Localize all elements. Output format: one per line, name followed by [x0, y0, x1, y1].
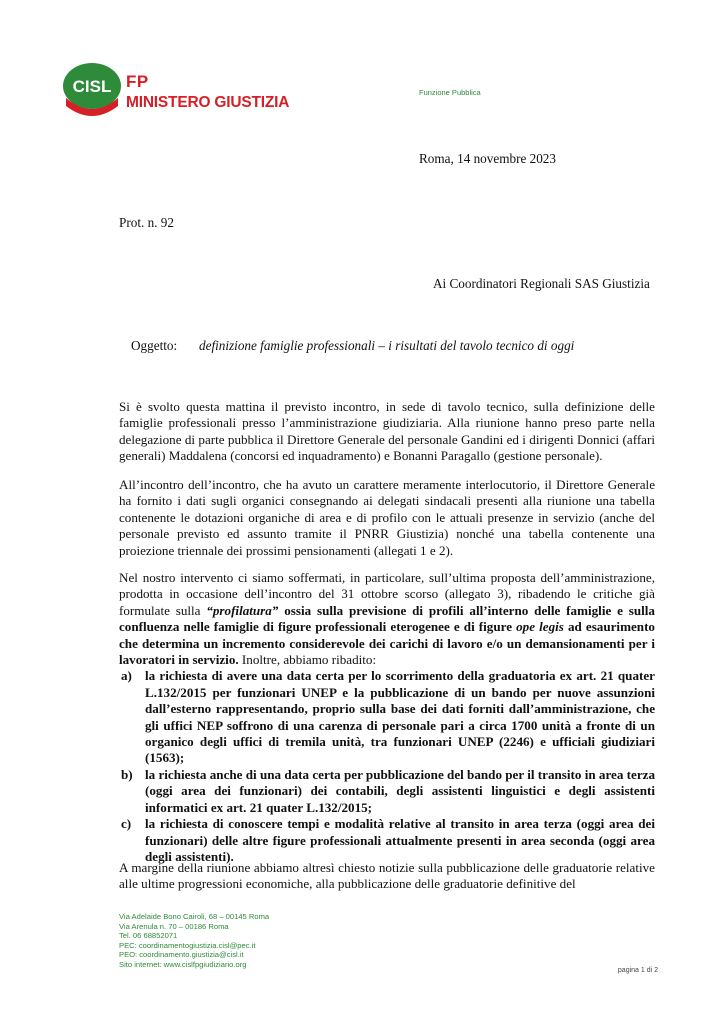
- list-item: [121, 816, 655, 865]
- requests-list: [119, 668, 655, 865]
- list-marker: c): [121, 816, 132, 832]
- p3-text-a: Nel nostro intervento ci siamo soffermati, in particolare, sull’ultima proposta dell’amministrazione, prodotta in occasione dell’incontro del 31 ottobre scorso (allegato 3), ribadendo le critiche già formulate sulla: [119, 570, 655, 618]
- footer-address-1: Via Adelaide Bono Cairoli, 68 – 00145 Roma: [119, 912, 270, 921]
- footer-address-2: Via Arenula n. 70 – 00186 Roma: [119, 921, 229, 931]
- logo-fp-text: FP: [126, 72, 149, 91]
- protocol-number: Prot. n. 92: [119, 215, 174, 230]
- footer-phone: Tel. 06 68852071: [119, 931, 178, 941]
- list-item: [121, 766, 655, 816]
- p3-text-b: ossia sulla previsione di profili all’interno delle famiglie e sulla confluenza nelle famiglie di figure professionali eterogenee e di figure: [119, 602, 655, 635]
- subject-text: definizione famiglie professionali – i risultati del tavolo tecnico di oggi: [199, 338, 575, 353]
- cisl-logo-icon: [62, 62, 122, 117]
- p3-ope-legis: ope legis: [516, 619, 564, 635]
- letter-date: Roma, 14 novembre 2023: [419, 151, 556, 166]
- footer-peo: PEO: coordinamento.giustizia@cisl.it: [119, 950, 244, 960]
- paragraph-2: All’incontro dell’incontro, che ha avuto un carattere meramente interlocutorio, il Direttore Generale ha fornito i dati sugli organici consegnando ai delegati sindacali presenti alla riunione una tabella contenente le dotazioni organiche di area e di profilo con le attuali presenze in servizio (anche del personale previsto ed assunto tramite il PNRR Giustizia) nonché una tabella contenente una proiezione triennale dei prossimi pensionamenti (allegati 1 e 2).: [119, 477, 655, 558]
- footer-pec: PEC: coordinamentogiustizia.cisl@pec.it: [119, 940, 256, 950]
- list-marker: b): [121, 766, 133, 782]
- paragraph-1: Si è svolto questa mattina il previsto incontro, in sede di tavolo tecnico, sulla definizione delle famiglie professionali presso l’amministrazione giudiziaria. Alla riunione hanno preso parte nella delegazione di parte pubblica il Direttore Generale del personale Gandini ed i dirigenti Donnici (affari generali) Maddalena (concorsi ed inquadramento) e Bonanni Paragallo (gestione personale).: [119, 399, 655, 464]
- cisl-fp-logo: [62, 62, 292, 126]
- list-item-text: la richiesta di conoscere tempi e modalità relative al transito in area terza (oggi area dei funzionari) delle altre figure professionali attualmente presenti in area seconda (oggi area degli assistenti).: [145, 816, 655, 864]
- list-item-text: la richiesta anche di una data certa per pubblicazione del bando per il transito in area terza (oggi area dei funzionari) dei contabili, degli assistenti linguistici e degli assistenti informatici ex art. 21 quater L.132/2015;: [145, 766, 655, 815]
- list-item-text: la richiesta di avere una data certa per lo scorrimento della graduatoria ex art. 21 quater L.132/2015 per funzionari UNEP e la pubblicazione di un bando per nuove assunzioni dall’esterno rappresentando, proprio sulla base dei dati forniti dall’amministrazione, che gli uffici NEP soffrono di una carenza di personale pari a circa 1700 unità a fronte di un organico degli uffici di tremila unità, tra funzionari UNEP (2246) e ufficiali giudiziari (1563);: [145, 668, 655, 766]
- p3-profilatura: “profilatura”: [206, 602, 279, 618]
- logo-cisl-text: CISL: [72, 77, 112, 96]
- paragraph-4: A margine della riunione abbiamo altresì chiesto notizie sulla pubblicazione delle graduatorie relative alle ultime progressioni economiche, alla pubblicazione delle graduatorie definitive del: [119, 860, 655, 892]
- paragraph-3: [119, 570, 655, 865]
- list-marker: a): [121, 668, 132, 684]
- p3-text-d: Inoltre, abbiamo ribadito:: [238, 652, 377, 668]
- p3-text-c: ad esaurimento che determina un incremento considerevole dei carichi di lavoro e/o un demansionamenti per i lavoratori in servizio.: [119, 619, 655, 668]
- page-number: pagina 1 di 2: [617, 967, 658, 974]
- footer-website: Sito internet: www.cislfpgiudiziario.org: [119, 959, 247, 969]
- list-item: [121, 668, 655, 766]
- footer-contacts: [119, 912, 269, 970]
- logo-ministero-text: MINISTERO GIUSTIZIA: [126, 94, 290, 111]
- recipient: Ai Coordinatori Regionali SAS Giustizia: [433, 276, 650, 291]
- subject-label: Oggetto:: [131, 338, 178, 353]
- funzione-pubblica-label: Funzione Pubblica: [419, 88, 481, 97]
